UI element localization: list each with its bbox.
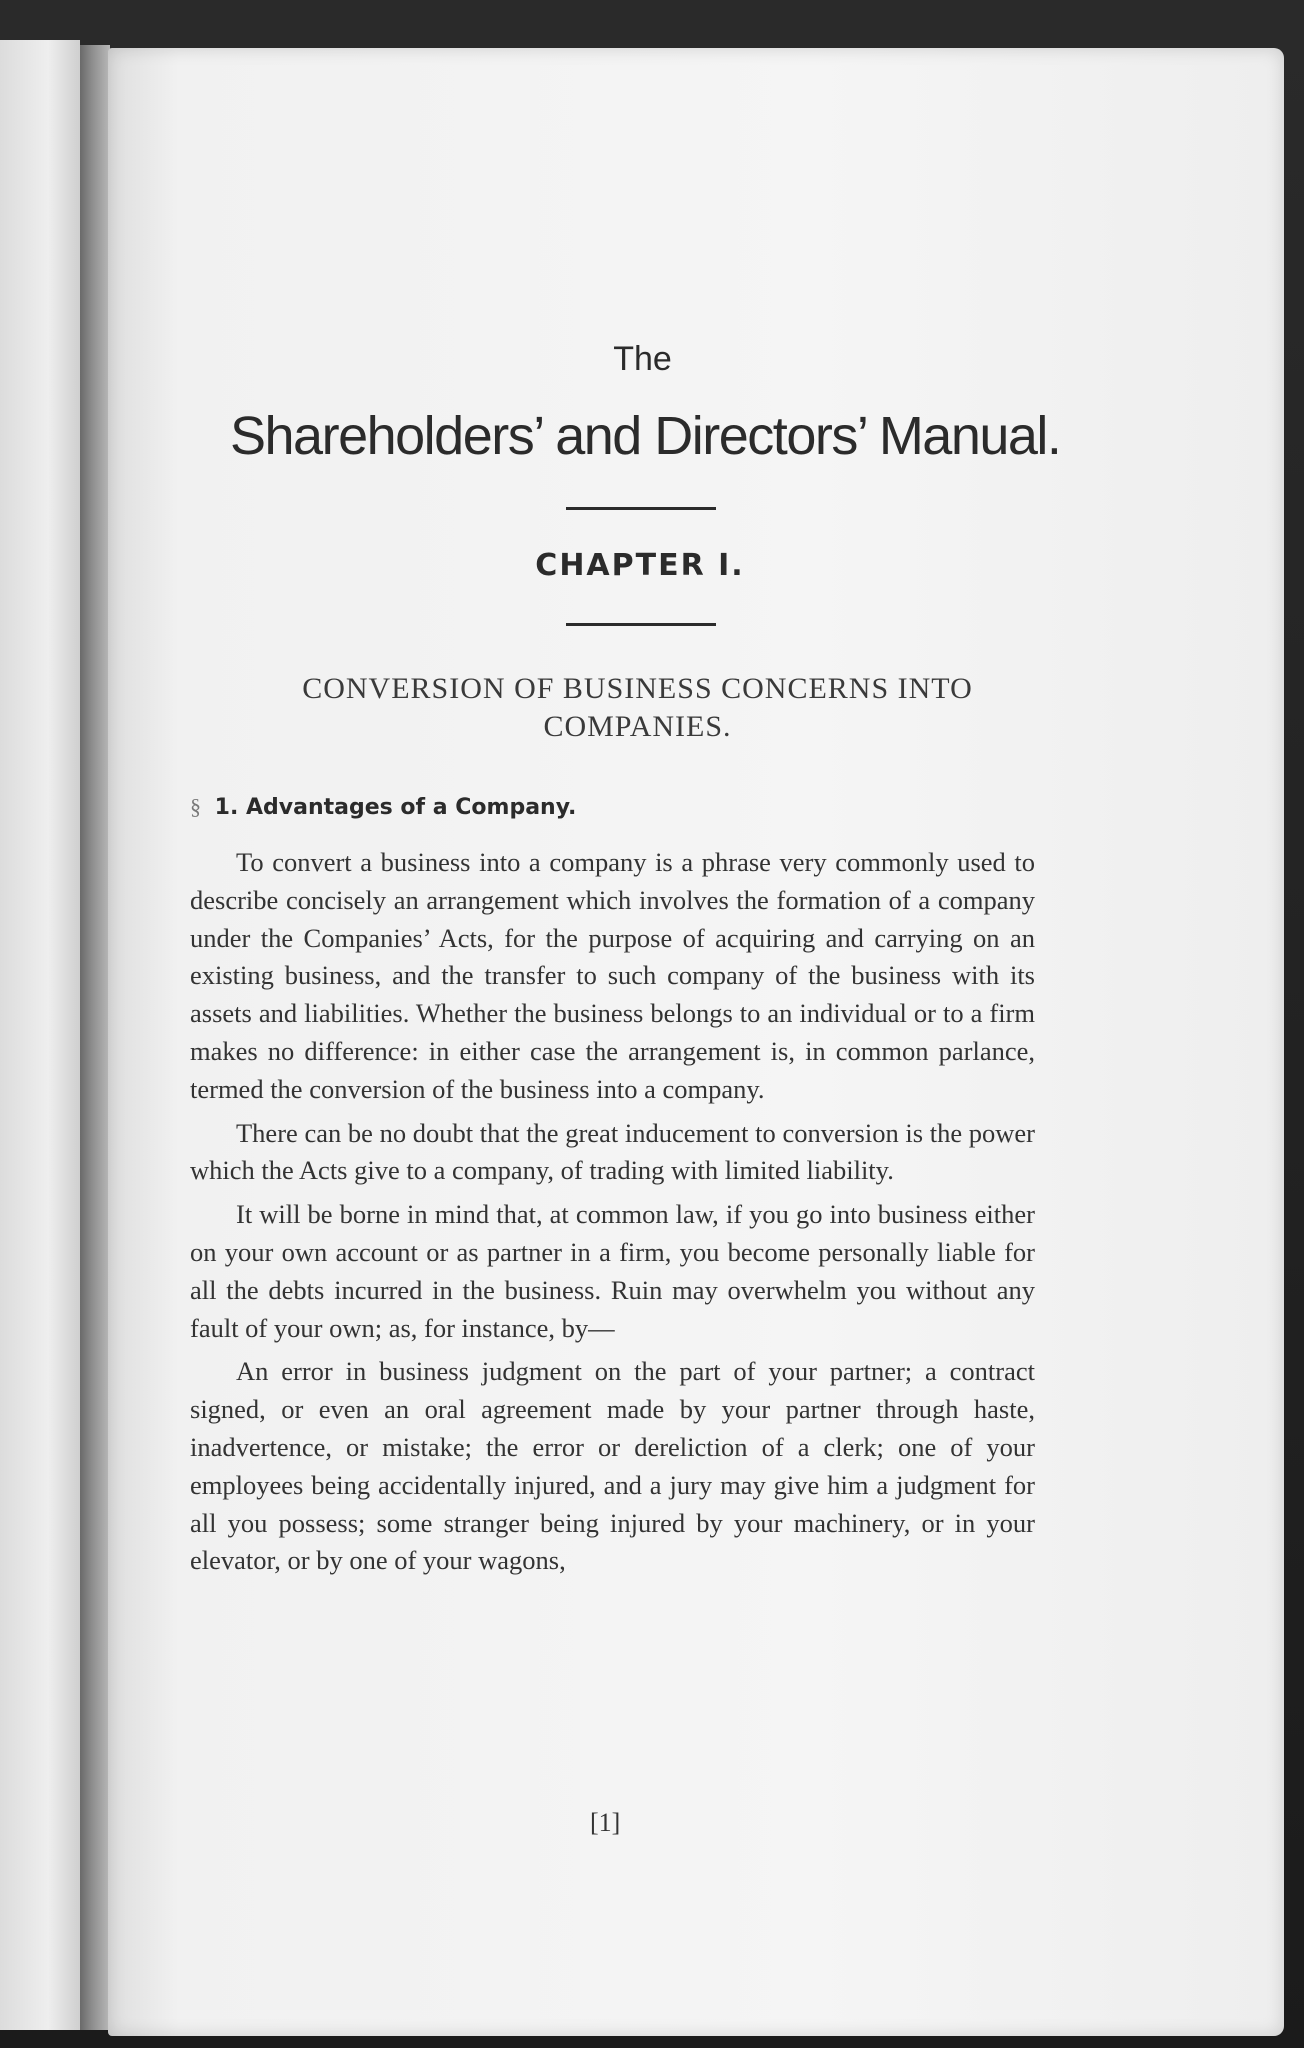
- chapter-heading-line-2: COMPANIES.: [543, 710, 732, 743]
- paragraph-1: To convert a business into a company is a phrase very commonly used to describe concisely an arrangement which involves the formation of a company under the Companies’ Acts, for the purpose of acquiring and carrying on an existing business, and the transfer to such company of the business with its assets and liabilities. Whether the business belongs to an individual or to a firm makes no difference: in either case the arrangement is, in common parlance, termed the conversion of the business into a company.: [190, 847, 1035, 1104]
- paragraph-2: There can be no doubt that the great inducement to conversion is the power which the Acts give to a company, of trading with limited liability.: [190, 1117, 1035, 1186]
- chapter-heading-line-1: CONVERSION OF BUSINESS CONCERNS INTO: [302, 672, 973, 705]
- section-number: 1.: [214, 795, 239, 820]
- bottom-rule: [566, 623, 716, 626]
- section-heading: [190, 794, 1035, 820]
- title-article: The: [613, 340, 672, 378]
- section-symbol: §: [190, 794, 201, 819]
- paragraph-4: An error in business judgment on the part of your partner; a contract signed, or even an oral agreement made by your partner through haste, inadvertence, or mistake; the error or dereliction of a clerk; one of your employees being accidentally injured, and a jury may give him a judgment for all you possess; some stranger being injured by your machinery, or in your elevator, or by one of your wagons,: [190, 1356, 1035, 1576]
- chapter-heading: [190, 670, 1035, 746]
- paragraph-3: It will be borne in mind that, at common law, if you go into business either on your own account or as partner in a firm, you become personally liable for all the debts incurred in the business. Ruin may overwhelm you without any fault of your own; as, for instance, by—: [190, 1199, 1035, 1343]
- top-rule: [566, 507, 716, 510]
- chapter-label: CHAPTER I.: [535, 548, 745, 583]
- book-title: Shareholders’ and Directors’ Manual.: [230, 406, 1061, 466]
- page-number: [1]: [590, 1808, 621, 1837]
- section-title: Advantages of a Company.: [246, 795, 577, 820]
- left-page-edge: [0, 40, 80, 2030]
- page-content: [190, 340, 1061, 1586]
- book-gutter: [80, 45, 110, 2030]
